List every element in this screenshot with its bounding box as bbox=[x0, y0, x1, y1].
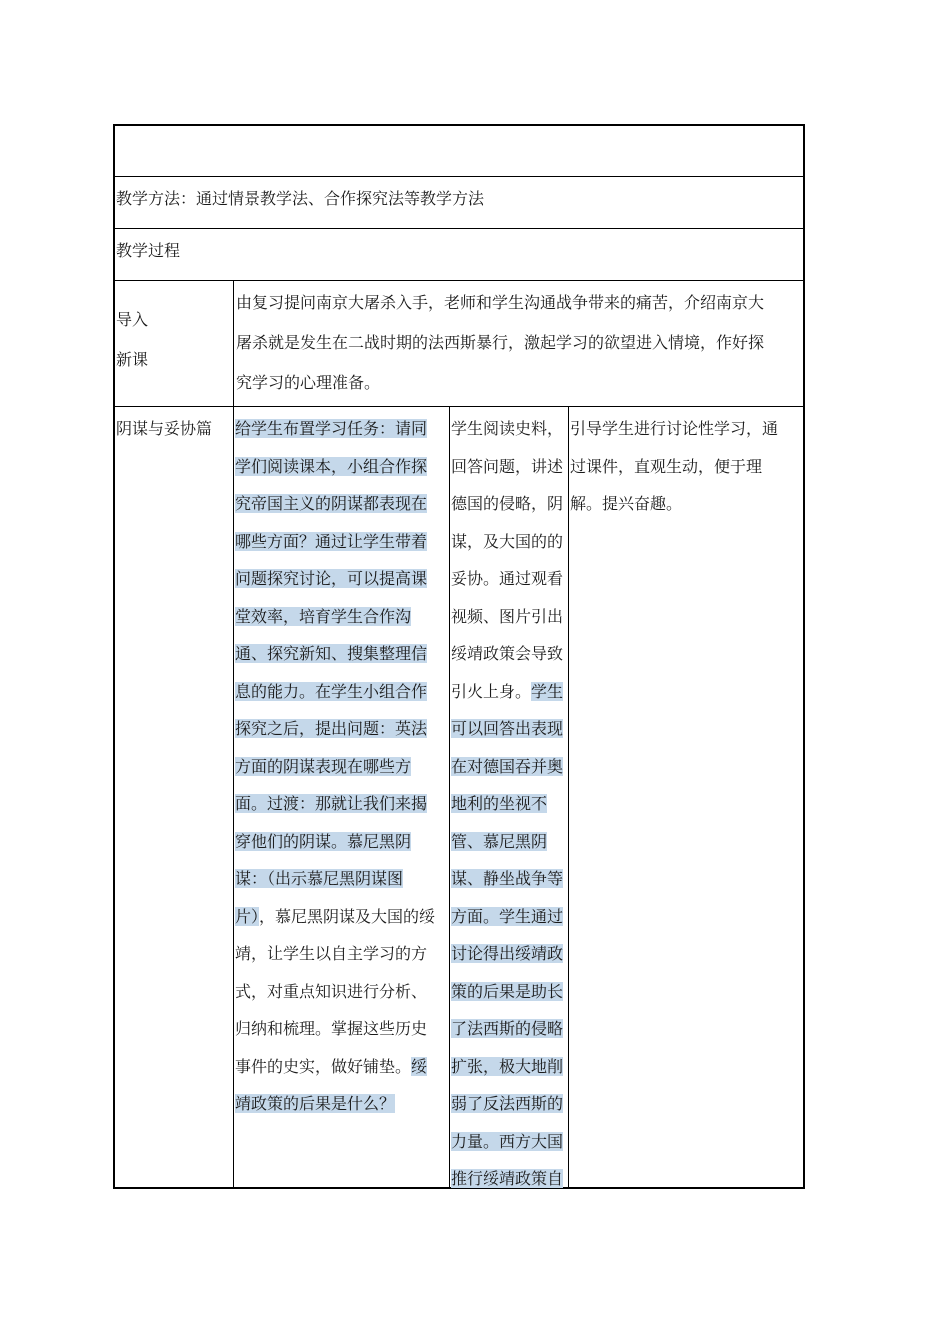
student-line: 谋，及大国的的 bbox=[451, 531, 564, 551]
table-border-right bbox=[803, 124, 805, 1189]
student-line: 扩张，极大地削 bbox=[451, 1056, 564, 1076]
student-line: 引火上身。学生 bbox=[451, 681, 564, 701]
student-line: 管、慕尼黑阴 bbox=[451, 831, 548, 851]
intro-description bbox=[236, 283, 802, 403]
section-label: 阴谋与妥协篇 bbox=[116, 419, 213, 438]
student-line: 力量。西方大国 bbox=[451, 1131, 564, 1151]
teacher-line: 究帝国主义的阴谋都表现在 bbox=[235, 494, 428, 513]
student-line: 可以回答出表现 bbox=[451, 719, 564, 738]
teacher-line: 式，对重点知识进行分析、 bbox=[235, 981, 428, 1001]
row-divider-1 bbox=[113, 176, 805, 177]
teacher-line: 方面的阴谋表现在哪些方 bbox=[235, 756, 412, 776]
teacher-line: 息的能力。在学生小组合作 bbox=[235, 681, 428, 701]
teacher-line: 堂效率，培育学生合作沟 bbox=[235, 606, 412, 626]
teacher-activity-column bbox=[235, 410, 448, 1123]
table-border-left bbox=[113, 124, 115, 1189]
teacher-line: 探究之后，提出问题：英法 bbox=[235, 719, 428, 738]
student-line: 在对德国吞并奥 bbox=[451, 756, 564, 776]
teacher-line: 穿他们的阴谋。慕尼黑阴 bbox=[235, 831, 412, 851]
student-line: 学生阅读史料， bbox=[451, 419, 564, 438]
student-line: 推行绥靖政策自 bbox=[451, 1169, 564, 1188]
student-line: 了法西斯的侵略 bbox=[451, 1019, 564, 1038]
teacher-line: 学们阅读课本，小组合作探 bbox=[235, 456, 428, 476]
student-line: 地利的坐视不 bbox=[451, 794, 548, 813]
student-line: 策的后果是助长 bbox=[451, 981, 564, 1001]
design-intent-column bbox=[570, 410, 802, 523]
intent-line: 引导学生进行讨论性学习，通 bbox=[570, 419, 779, 438]
intent-line: 解。提兴奋趣。 bbox=[570, 494, 683, 513]
student-line: 回答问题，讲述 bbox=[451, 456, 564, 476]
teacher-line: 给学生布置学习任务：请同 bbox=[235, 419, 428, 438]
table-border-top bbox=[113, 124, 805, 126]
teacher-line: 通、探究新知、搜集整理信 bbox=[235, 644, 428, 663]
column-divider-student bbox=[568, 406, 569, 1188]
teacher-line: 哪些方面？通过让学生带着 bbox=[235, 531, 428, 551]
row-divider-4 bbox=[113, 406, 805, 407]
student-line: 方面。学生通过 bbox=[451, 906, 564, 926]
intro-line: 屠杀就是发生在二战时期的法西斯暴行，激起学习的欲望进入情境，作好探 bbox=[236, 333, 765, 352]
intro-label-line1: 导入 bbox=[116, 310, 149, 329]
student-activity-column bbox=[451, 410, 567, 1198]
teacher-line: 靖政策的后果是什么？ bbox=[235, 1094, 396, 1113]
teacher-line: 事件的史实，做好铺垫。绥 bbox=[235, 1056, 428, 1076]
student-line: 谋、静坐战争等 bbox=[451, 869, 564, 888]
teacher-line: 片），慕尼黑阴谋及大国的绥 bbox=[235, 906, 436, 926]
student-line: 讨论得出绥靖政 bbox=[451, 944, 564, 963]
student-line: 德国的侵略，阴 bbox=[451, 494, 564, 513]
teacher-line: 归纳和梳理。掌握这些历史 bbox=[235, 1019, 428, 1038]
intro-label-line2: 新课 bbox=[116, 350, 149, 369]
teacher-line: 面。过渡：那就让我们来揭 bbox=[235, 794, 428, 813]
student-line: 绥靖政策会导致 bbox=[451, 644, 564, 663]
teaching-process-heading: 教学过程 bbox=[116, 241, 181, 260]
teacher-line: 谋：（出示慕尼黑阴谋图 bbox=[235, 869, 404, 888]
intro-line: 由复习提问南京大屠杀入手，老师和学生沟通战争带来的痛苦，介绍南京大 bbox=[236, 293, 765, 312]
intent-line: 过课件，直观生动，便于理 bbox=[570, 456, 763, 476]
student-line: 弱了反法西斯的 bbox=[451, 1094, 564, 1113]
student-line: 妥协。通过观看 bbox=[451, 569, 564, 588]
student-line: 视频、图片引出 bbox=[451, 606, 564, 626]
teacher-line: 问题探究讨论，可以提高课 bbox=[235, 569, 428, 588]
column-divider-teacher bbox=[449, 406, 450, 1188]
column-divider-label bbox=[233, 280, 234, 1188]
teacher-line: 靖，让学生以自主学习的方 bbox=[235, 944, 428, 963]
teaching-method-text: 教学方法：通过情景教学法、合作探究法等教学方法 bbox=[116, 189, 485, 208]
intro-line: 究学习的心理准备。 bbox=[236, 373, 381, 392]
row-divider-3 bbox=[113, 280, 805, 281]
row-divider-2 bbox=[113, 228, 805, 229]
